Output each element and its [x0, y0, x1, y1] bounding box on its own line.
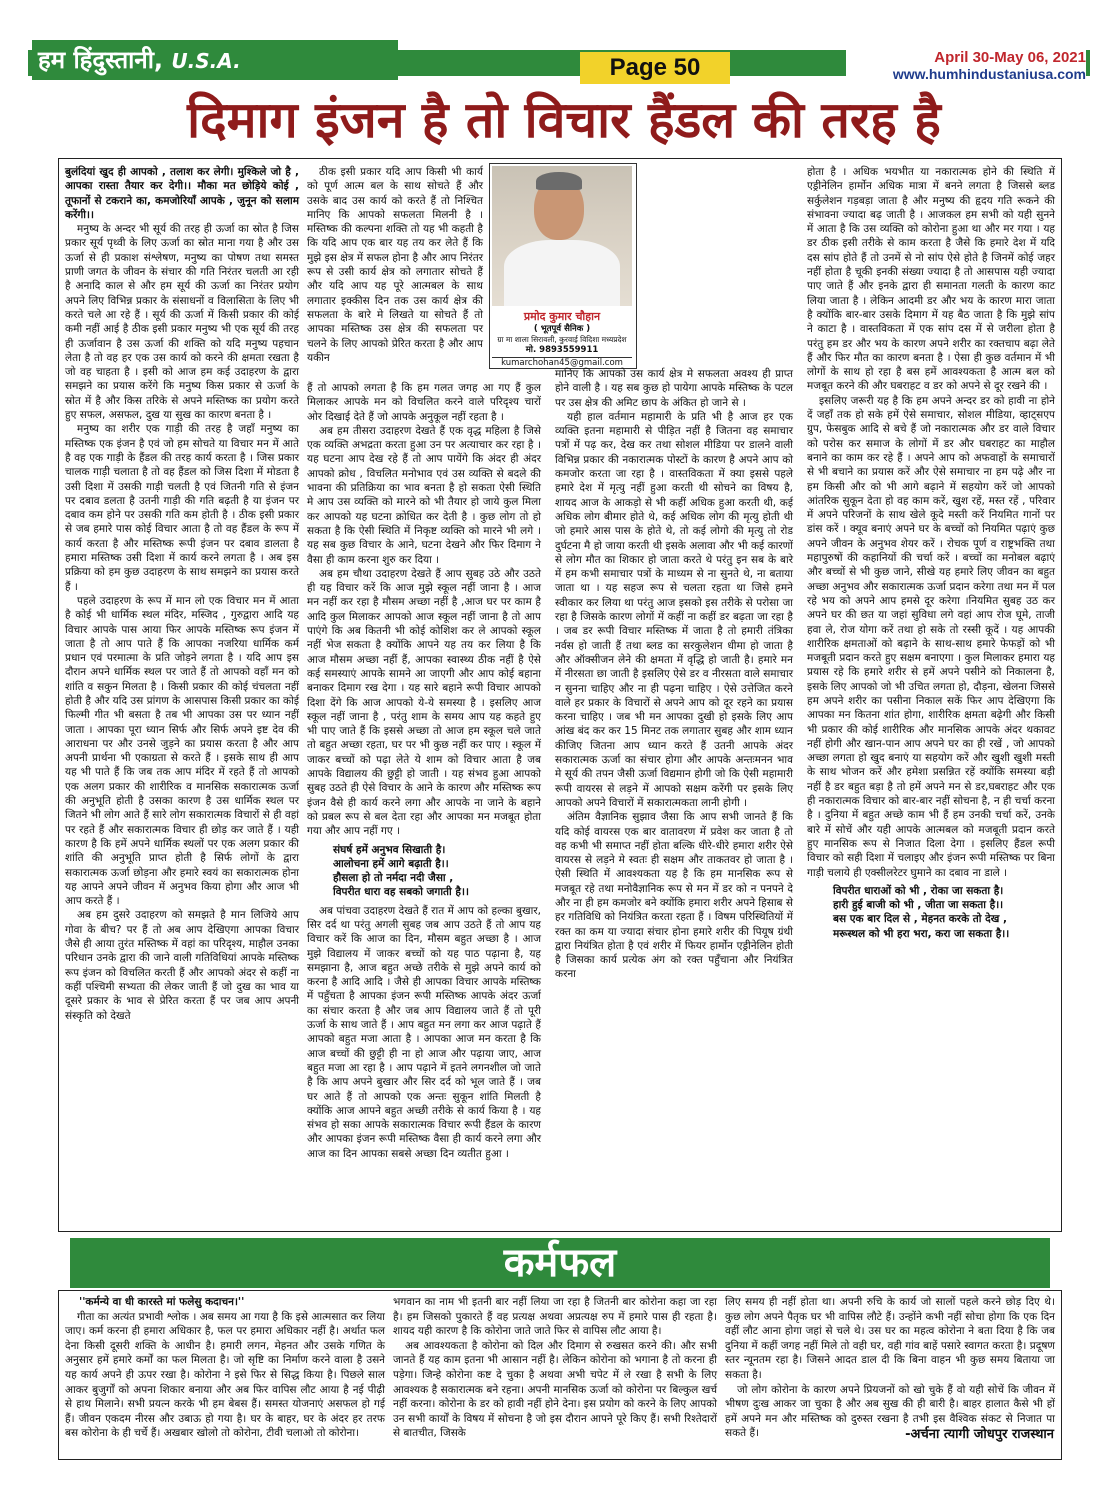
paragraph: भगवान का नाम भी इतनी बार नहीं लिया जा रहा है जितनी बार कोरोना कहा जा रहा है। हम जिसको पुकारते हैं वह प्रत्यक्ष अथवा अप्रत्यक्ष रुप में हमारे पास ही रहता है। शायद यही कारण है कि कोरोना जाते जाते फिर से वापिस लौट आया है।: [393, 1296, 717, 1338]
author-mobile: मो. 9893559911: [525, 345, 599, 355]
author-photo-box: [489, 163, 637, 369]
article-column-1: [65, 165, 299, 1225]
paragraph: होता है । अधिक भयभीत या नकारात्मक होने की स्थिति में एड्रीनेलिन हार्मोन अधिक मात्रा में बनने लगता है जिससे ब्लड सर्कुलेशन गड़बड़ा जाता है और मनुष्य की हृदय गति रूकने की संभावना ज्यादा बढ़ जाती है । आजकल हम सभी को यही सुनने में आता है कि उस व्यक्ति को कोरोना हुआ था और मर गया । यह डर ठीक इसी तरीके से काम करता है जैसे कि हमारे देश में यदि दस सांप होते हैं तो उनमें से नो सांप ऐसे होते है जिनमें कोई जहर नहीं होता है चूकी इनकी संख्या ज्यादा है तो आसपास यही ज्यादा पाए जाते हैं और इनके द्वारा ही समानता गलती के कारण काट लिया जाता है । लेकिन आदमी डर और भय के कारण मारा जाता है क्योंकि बार-बार उसके दिमाग में यह बैठ जाता है कि मुझे सांप ने काटा है । वास्तविकता में एक सांप दस में से जरीला होता है परंतु हम डर और भय के कारण अपने शरीर का रक्तचाप बढ़ा लेते हैं और फिर मौत का कारण बनता है । ऐसा ही कुछ वर्तमान में भी लोगों के साथ हो रहा है बस हमें आवश्यकता है आत्म बल को मजबूत करने की और घबराहट व डर को अपने से दूर रखने की ।: [807, 166, 1055, 393]
paragraph: इसलिए जरूरी यह है कि हम अपने अन्दर डर को हावी ना होने दें जहाँ तक हो सके हमें ऐसे समाचार, सोशल मीडिया, व्हाट्सएप ग्रुप, फेसबुक आदि से बचे हैं जो नकारात्मक और डर वाले विचार को परोस कर समाज के लोगों में डर और घबराहट का माहौल बनाने का काम कर रहे हैं । अपने आप को अफवाहों के समाचारों से भी बचाने का प्रयास करें और ऐसे समाचार ना हम पढ़े और ना हम किसी और को भी आगे बढ़ाने में सहयोग करें जो आपको आंतरिक सुकून देता हो वह काम करें, खुश रहें, मस्त रहें , परिवार में अपने परिजनों के साथ खेले कूदे मस्ती करें नियमित गानों पर डांस करें । क्यूव बनाएं अपने घर के बच्चों को नियमित पढ़ाएं कुछ अपने जीवन के अनुभव शेयर करें । रोचक पूर्ण व राष्ट्रभक्ति तथा महापुरुषों की कहानियों की चर्चा करें । बच्चों का मनोबल बढ़ाएं और बच्चों से भी कुछ जाने, सीखे यह हमारे लिए जीवन का बहुत अच्छा अनुभव और सकारात्मक ऊर्जा प्रदान करेगा तथा मन में पल रहे भय को अपने आप हमसे दूर करेगा ।नियमित सुबह उठ कर अपने घर की छत या जहां सुविधा लगे वहां आप रोज घूमे, ताजी हवा ले, रोज योगा करें तथा हो सके तो रस्सी कूदें । यह आपकी शारीरिक क्षमताओं को बढ़ाने के साथ-साथ हमारे फेफड़ों को भी मजबूती प्रदान करते हुए सक्षम बनाएगा । कुल मिलाकर हमारा यह प्रयास रहे कि हमारे शरीर से हमें अपने पसीने को निकालना है, इसके लिए आपको जो भी उचित लगता हो, दौड़ना, खेलना जिससे हम अपने शरीर का पसीना निकाल सकें फिर आप देखिएगा कि आपका मन कितना शांत होगा, शारीरिक क्षमता बढ़ेगी और किसी भी प्रकार की कोई शारीरिक और मानसिक आपके अंदर थकावट नहीं होगी और खान-पान आप अपने घर का ही रखें , जो आपको अच्छा लगता हो खुद बनाएं या सहयोग करें और खुशी खुशी मस्ती के साथ भोजन करें और हमेशा प्रसन्नित रहें क्योंकि समस्या बड़ी नहीं है डर बहुत बड़ा है तो हमें अपने मन से डर,घबराहट और एक ही नकारात्मक विचार को बार-बार नहीं सोचना है, न ही चर्चा करना है । दुनिया में बहुत अच्छे काम भी हैं हम उनकी चर्चा करें, उनके बारे में सोचें और यही आपके आत्मबल को मजबूती प्रदान करते हुए मानसिक रूप से निजात दिला देगा । इसलिए हैंडल रूपी विचार को सही दिशा में चलाइए और इंजन रूपी मस्तिष्क पर बिना गाड़ी चलाये ही एक्सीलरेटर घुमाने का दबाव ना डाले ।: [807, 394, 1055, 879]
paragraph: बुलंदियां खुद ही आपको , तलाश कर लेगी। मुश्किले जो है , आपका रास्ता तैयार कर देगी।। मौका मत छोड़िये कोई , तूफानों से टकराने का, कमजोरियाँ आपके , जुनून को सलाम करेंगी।।: [65, 166, 299, 221]
paragraph: मानिए कि आपको उस कार्य क्षेत्र मे सफलता अवश्य ही प्राप्त होने वाली है । यह सब कुछ हो पायेगा आपके मस्तिष्क के पटल पर उस क्षेत्र की अमिट छाप के अंकित हो जाने से ।: [555, 368, 793, 409]
paragraph: गीता का अत्यंत प्रभावी श्लोक । अब समय आ गया है कि इसे आत्मसात कर लिया जाए। कर्म करना ही हमारा अधिकार है, फल पर हमारा अधिकार नहीं है। अर्थात फल देना किसी दूसरी शक्ति के आधीन है। हमारी लगन, मेहनत और उसके गणित के अनुसार हमें हमारे कर्मों का फल मिलता है। जो सृष्टि का निर्माण करने वाला है उसने यह कार्य अपने ही ऊपर रखा है। कोरोना ने इसे फिर से सिद्ध किया है। पिछले साल आकर बुजुर्गों को अपना शिकार बनाया और अब फिर वापिस लौट आया है नई पीढ़ी से हाथ मिलाने। सभी प्रयत्न करके भी हम बेबस हैं। समस्त योजनाएं असफल हो गई हैं। जीवन एकदम नीरस और उबाऊ हो गया है। घर के बाहर, घर के अंदर हर तरफ बस कोरोना के ही चर्चे हैं। अखबार खोलो तो कोरोना, टीवी चलाओ तो कोरोना।: [65, 1310, 385, 1440]
paragraph: जो लोग कोरोना के कारण अपने प्रियजनों को खो चुके हैं वो यही सोचें कि जीवन में भीषण दुःख आकर जा चुका है और अब सुख की ही बारी है। बाहर हालात कैसे भी हों हमें अपने मन और मस्तिष्क को दुरुस्त रखना है तभी इस वैश्विक संकट से निजात पा सकते हैं।: [725, 1383, 1055, 1440]
author-address: ग्रा मा शाला सिरावली, कुरवाई विदिशा मध्यप्रदेश: [497, 335, 627, 344]
paragraph: अब हम दुसरे उदाहरण को समझते है मान लिजिये आप गोवा के बीच? पर हैं तो अब आप देखिएगा आपका विचार जैसे ही आया तुरंत मस्तिष्क में वहां का परिदृश्य, माहौल उनका परिधान उनके द्वारा की जाने वाली गतिविधियां आपके मस्तिष्क रूप इंजन को विचलित करती हैं और आपको अंदर से कहीं ना कहीं पश्चिमी सभ्यता की लेकर जाती हैं जो दुख का भाव या दूसरे प्रकार के भाव से प्रेरित करता हैं पर जब आप अपनी संस्कृति को देखते: [65, 909, 299, 1022]
paragraph: अंतिम वैज्ञानिक सुझाव जैसा कि आप सभी जानते हैं कि यदि कोई वायरस एक बार वातावरण में प्रवेश कर जाता है तो वह कभी भी समाप्त नहीं होता बल्कि धीरे-धीरे हमारा शरीर ऐसे वायरस से लड़ने मे स्वतः ही सक्षम और ताकतवर हो जाता है । ऐसी स्थिति में आवश्यकता यह है कि हम मानसिक रूप से मजबूत रहे तथा मनोवैज्ञानिक रूप से मन में डर को न पनपने दे और ना ही हम कमजोर बने क्योंकि हमारा शरीर अपने हिसाब से हर गतिविधि को नियंत्रित करता रहता हैं । विषम परिस्थितियों में रक्त का कम या ज्यादा संचार होना हमारे शरीर की पियूष ग्रंथी द्वारा नियंत्रित होता है एवं शरीर में फियर हार्मोन एड्रीनेलिन होती है जिसका कार्य प्रत्येक अंग को रक्त पहुँचाना और नियंत्रित करना: [555, 811, 793, 981]
poem-stanza: [333, 843, 541, 900]
article-column-3: [555, 367, 793, 1227]
author-title: ( भूतपूर्व सैनिक ): [533, 324, 591, 334]
poem-line: विपरीत धारा वह सबको जगाती है।।: [333, 886, 469, 899]
paragraph: यही हाल वर्तमान महामारी के प्रति भी है आज हर एक व्यक्ति इतना महामारी से पीड़ित नहीं है जितना वह समाचार पत्रों में पढ़ कर, देख कर तथा सोशल मीडिया पर डालने वाली विभिन्न प्रकार की नकारात्मक पोस्टों के कारण है अपने आप को कमजोर करता जा रहा है । वास्तविकता में क्या इससे पहले हमारे देश में मृत्यु नहीं हुआ करती थी सोचने का विषय है, शायद आज के आकड़ो से भी कहीं अधिक हुआ करती थी, कई अधिक लोग बीमार होते थे, कई अधिक लोग की मृत्यु होती थी जो हमारे आस पास के होते थे, तो कई लोगो की मृत्यु तो रोड दुर्घटना मै हो जाया करती थी इसके अलावा और भी कई कारणों से लोग मौत का शिकार हो जाता करते थे परंतु इन सब के बारे में हम कभी समाचार पत्रों के माध्यम से ना सुनते थे, ना बताया जाता था । यह सहज रूप से चलता रहता था जिसे हमने स्वीकार कर लिया था परंतु आज इसको इस तरीके से परोसा जा रहा है जिसके कारण लोगों में कहीं ना कहीं डर बढ़ता जा रहा है । जब डर रूपी विचार मस्तिष्क में जाता है तो हमारी तंत्रिका नर्वस हो जाती हैं तथा ब्लड का सरकुलेशन धीमा हो जाता है और ऑक्सीजन लेने की क्षमता में वृद्धि हो जाती है। हमारे मन में नीरसता छा जाती है इसलिए ऐसे डर व नीरसता वाले समाचार न सुनना चाहिए और ना ही पढ़ना चाहिए । ऐसे उत्तेजित करने वाले हर प्रकार के विचारों से अपने आप को दूर रहने का प्रयास करना चाहिए । जब भी मन आपका दुखी हो इसके लिए आप आंख बंद कर कर 15 मिनट तक लगातार सुबह और शाम ध्यान कीजिए जितना आप ध्यान करते हैं उतनी आपके अंदर सकारात्मक ऊर्जा का संचार होगा और आपके अन्तःमनन भाव मे सूर्य की तपन जैसी ऊर्जा विद्यमान होगी जो कि ऐसी महामारी रूपी वायरस से लड़ने में आपको सक्षम करेंगी पर इसके लिए आपको अपने विचारों में सकारात्मकता लानी होगी ।: [555, 410, 793, 809]
paragraph: पहले उदाहरण के रूप में मान लो एक विचार मन में आता है कोई भी धार्मिक स्थल मंदिर, मस्जिद , गुरुद्वारा आदि यह विचार आपके पास आया फिर आपके मस्तिष्क रूप इंजन में जाता है तो आप पाते हैं कि आपका नजरिया धार्मिक कर्म प्रधान एवं परमात्मा के प्रति जोड़ने लगता है । यदि आप इस दौरान अपने धार्मिक स्थल पर जाते हैं तो आपको वहाँ मन को शांति व सकुन मिलता है । किसी प्रकार की कोई चंचलता नहीं होती है और यदि उस प्रांगण के आसपास किसी प्रकार का कोई फिल्मी गीत भी बसता है तब भी आपका उस पर ध्यान नहीं जाता । आपका पूरा ध्यान सिर्फ और सिर्फ अपने इष्ट देव की आराधना पर और उनसे जुड़ने का प्रयास करता है और आप अपनी प्रार्थना भी एकाग्रता से करते हैं । इसके साथ ही आप यह भी पाते हैं कि जब तक आप मंदिर में रहते हैं तो आपको एक अलग प्रकार की शारीरिक व मानसिक सकारात्मक ऊर्जा की अनुभूति होती है उसका कारण है उस धार्मिक स्थल पर जितने भी लोग आते हैं सारे लोग सकारात्मक विचारों से ही वहां पर रहते हैं और सकारात्मक विचार ही छोड़ कर जाते हैं । यही कारण है कि हमें अपने धार्मिक स्थलों पर एक अलग प्रकार की शांति की अनुभूति प्राप्त होती है सिर्फ लोगों के द्वारा सकारात्मक ऊर्जा छोड़ना और हमारे स्वयं का सकारात्मक होना यह आपने अपने जीवन में अनुभव किया होगा और आज भी आप करते हैं ।: [65, 594, 299, 908]
poem-line: बस एक बार दिल से , मेहनत करके तो देख ,: [833, 913, 1007, 926]
paragraph: अब हम तीसरा उदाहरण देखते हैं एक वृद्ध महिला है जिसे एक व्यक्ति अभद्रता करता हुआ उन पर अत्याचार कर रहा है । यह घटना आप देख रहे हैं तो आप पायेंगे कि अंदर ही अंदर आपको क्रोध , विचलित मनोभाव एवं उस व्यक्ति से बदले की भावना की प्रतिक्रिया का भाव बनता है हो सकता ऐसी स्थिति मे आप उस व्यक्ति को मारने को भी तैयार हो जाये कुल मिला कर आपको यह घटना क्रोधित कर देती है । कुछ लोग तो हो सकता है कि ऐसी स्थिति में निकृष्ट व्यक्ति को मारने भी लगे । यह सब कुछ विचार के आने, घटना देखने और फिर दिमाग ने वैसा ही काम करना शुरु कर दिया ।: [307, 424, 541, 566]
paragraph: अब हम चौथा उदाहरण देखते हैं आप सुबह उठे और उठते ही यह विचार करें कि आज मुझे स्कूल नहीं जाना है । आज मन नहीं कर रहा है मौसम अच्छा नहीं है ,आज घर पर काम है आदि कुल मिलाकर आपको आज स्कूल नहीं जाना है तो आप पाएंगे कि अब कितनी भी कोई कोशिश कर ले आपको स्कूल नहीं भेज सकता है क्योंकि आपने यह तय कर लिया है कि आज मौसम अच्छा नहीं हैं, आपका स्वास्थ्य ठीक नहीं है ऐसे कई समस्याएं आपके सामने आ जाएगी और आप कोई बहाना बनाकर दिमाग रख देगा । यह सारे बहाने रूपी विचार आपको दिशा देंगे कि आज आपको ये-ये समस्या है । इसलिए आज स्कूल नहीं जाना है , परंतु शाम के समय आप यह कहते हुए भी पाए जाते हैं कि इससे अच्छा तो आज हम स्कूल चले जाते तो बहुत अच्छा रहता, घर पर भी कुछ नहीं कर पाए । स्कूल में जाकर बच्चों को पढ़ा लेते ये शाम को विचार आता है जब आपके विद्यालय की छुट्टी हो जाती । यह संभव हुआ आपको सुबह उठते ही ऐसे विचार के आने के कारण और मस्तिष्क रूप इंजन वैसे ही कार्य करने लगा और आपके ना जाने के बहाने को प्रबल रूप से बल देता रहा और आपका मन मजबूत होता गया और आप नहीं गए ।: [307, 567, 541, 838]
paragraph: मनुष्य के अन्दर भी सूर्य की तरह ही ऊर्जा का स्रोत है जिस प्रकार सूर्य पृथ्वी के लिए ऊर्जा का स्रोत माना गया है और उस ऊर्जा से ही प्रकाश संश्लेषण, मनुष्य का पोषण तथा समस्त प्राणी जगत के जीवन के संचार की गति निरंतर चलती आ रही है अनादि काल से और हम सूर्य की ऊर्जा का निरंतर प्रयोग अपने लिए विभिन्न प्रकार के संसाधनों व विलासिता के लिए भी करते चले आ रहे हैं । सूर्य की ऊर्जा में किसी प्रकार की कोई कमी नहीं आई है ठीक इसी प्रकार मनुष्य भी एक सूर्य की तरह ही ऊर्जावान है उस ऊर्जा की शक्ति को यदि मनुष्य पहचान लेता है तो वह हर एक उस कार्य को करने की क्षमता रखता है जो वह चाहता है । इसी को आज हम कई उदाहरण के द्वारा समझने का प्रयास करेंगे कि मनुष्य किस प्रकार से ऊर्जा के स्रोत में है और किस तरिके से अपने मस्तिष्क का प्रयोग करते हुए सफल, असफल, दुख या सुख का कारण बनता है ।: [65, 223, 299, 422]
issue-date-block: [846, 50, 1086, 82]
brand-suffix: U.S.A.: [171, 49, 241, 73]
shirt-shape: [504, 240, 620, 306]
author-caption: [492, 310, 632, 369]
poem-line: आलोचना हमें आगे बढ़ाती है।।: [333, 857, 449, 870]
karmaphal-title: कर्मफल: [503, 1240, 617, 1286]
hair-shape: [536, 172, 582, 190]
article-column-2: [307, 381, 541, 1227]
author-name: प्रमोद कुमार चौहान: [523, 310, 601, 323]
poem-line: हारी हुई बाजी को भी , जीता जा सकता है।।: [833, 899, 1004, 912]
author-email[interactable]: kumarchohan45@gmail.com: [492, 357, 632, 369]
website-url[interactable]: www.humhindustaniusa.com: [892, 66, 1086, 82]
author-photo: [492, 166, 632, 306]
poem-line: मरूस्थल को भी हरा भरा, करा जा सकता है।।: [833, 927, 1010, 940]
brand-logo: [32, 40, 398, 80]
article-column-4: [807, 165, 1055, 1225]
paragraph: हैं तो आपको लगता है कि हम गलत जगह आ गए हैं कुल मिलाकर आपके मन को विचलित करने वाले परिदृश्य चारों ओर दिखाई देते हैं जो आपके अनुकूल नहीं रहता है ।: [307, 382, 541, 423]
poem-line: विपरीत धाराओं को भी , रोका जा सकता है।: [833, 884, 1004, 897]
poem-line: संघर्ष हमें अनुभव सिखाती है।: [333, 843, 446, 856]
karmaphal-banner: [70, 1238, 1050, 1288]
article-column-2-top: [307, 165, 483, 377]
masthead: [28, 30, 1090, 82]
issue-date: April 30-May 06, 2021: [934, 49, 1086, 66]
karmaphal-column-1: [65, 1295, 385, 1457]
poem-line: हौसला हो तो नर्मदा नदी जैसा ,: [333, 872, 454, 885]
paragraph: मनुष्य का शरीर एक गाड़ी की तरह है जहाँ मनुष्य का मस्तिष्क एक इंजन है एवं जो हम सोचते या विचार मन में आते है वह एक गाड़ी के हैंडल की तरह कार्य करता है । जिस प्रकार चालक गाड़ी चलाता है तो वह हैंडल को जिस दिशा में मोडता है उसी दिशा में उसकी गाड़ी चलती है एवं जितनी गति से इंजन पर दबाव डलता है उतनी गाड़ी की गति बढ़ती है या इंजन पर दबाव कम होने पर उसकी गति कम होती है । ठीक इसी प्रकार से जब हमारे पास कोई विचार आता है तो वह हैंडल के रूप में कार्य करता है और मस्तिष्क रूपी इंजन पर दबाव डालता है हमारा मस्तिष्क उसी दिशा में कार्य करने लगता है । अब इस प्रक्रिया को हम कुछ उदाहरण के साथ समझने का प्रयास करते हैं ।: [65, 423, 299, 593]
paragraph: अब आवश्यकता है कोरोना को दिल और दिमाग से रुखसत करने की। और सभी जानते हैं यह काम इतना भी आसान नहीं है। लेकिन कोरोना को भगाना है तो करना ही पड़ेगा। जिन्हे कोरोना कष्ट दे चुका है अथवा अभी चपेट में ले रखा है सभी के लिए आवश्यक है सकारात्मक बने रहना। अपनी मानसिक ऊर्जा को कोरोना पर बिल्कुल खर्च नहीं करना। कोरोना के डर को हावी नहीं होने देना। इस प्रयोग को करने के लिए आपको उन सभी कार्यों के विषय में सोचना है जो इस दौरान आपने पूरे किए हैं। सभी रिश्तेदारों से बातचीत, जिसके: [393, 1339, 717, 1440]
brand-name: हम हिंदुस्तानी,: [38, 46, 164, 74]
headline: दिमाग इंजन है तो विचार हैंडल की तरह है: [187, 91, 941, 149]
paragraph: अब पांचवा उदाहरण देखते हैं रात में आप को हल्का बुखार, सिर दर्द था परंतु अगली सुबह जब आप उठते हैं तो आप यह विचार करें कि आज का दिन, मौसम बहुत अच्छा है । आज मुझे विद्यालय में जाकर बच्चों को यह पाठ पढ़ाना है, यह समझाना है, आज बहुत अच्छे तरीके से मुझे अपने कार्य को करना है आदि आदि । जैसे ही आपका विचार आपके मस्तिष्क में पहुँचता है आपका इंजन रूपी मस्तिष्क आपके अंदर ऊर्जा का संचार करता है और जब आप विद्यालय जाते हैं तो पूरी ऊर्जा के साथ जाते हैं । आप बहुत मन लगा कर आज पढ़ाते हैं आपको बहुत मजा आता है । आपका आज मन करता है कि आज बच्चों की छुट्टी ही ना हो आज और पढ़ाया जाए, आज बहुत मजा आ रहा है । आप पढ़ाने में इतने लगनशील जो जाते है कि आप अपने बुखार और सिर दर्द को भूल जाते हैं । जब घर आते हैं तो आपको एक अन्तः सुकून शांति मिलती है क्योंकि आज आपने बहुत अच्छी तरीके से कार्य किया है । यह संभव हो सका आपके सकारात्मक विचार रूपी हैंडल के कारण और आपका इंजन रूपी मस्तिष्क वैसा ही कार्य करने लगा और आज का दिन आपका सबसे अच्छा दिन व्यतीत हुआ ।: [307, 904, 541, 1160]
paragraph: लिए समय ही नहीं होता था। अपनी रुचि के कार्य जो सालों पहले करने छोड़ दिए थे। कुछ लोग अपने पैतृक घर भी वापिस लौटे हैं। उन्होंने कभी नहीं सोचा होगा कि एक दिन वहीं लौट आना होगा जहां से चले थे। उस घर का महत्व कोरोना ने बता दिया है कि जब दुनिया में कहीं जगह नहीं मिले तो वही घर, वही गांव बाहें पसारे स्वागत करता है। प्रदूषण स्तर न्यूनतम रहा है। जिसने आदत डाल दी कि बिना वाहन भी कुछ समय बिताया जा सकता है।: [725, 1296, 1055, 1381]
paragraph: ठीक इसी प्रकार यदि आप किसी भी कार्य को पूर्ण आत्म बल के साथ सोचते हैं और उसके बाद उस कार्य को करते हैं तो निश्चित मानिए कि आपको सफलता मिलनी है ।मस्तिष्क की कल्पना शक्ति तो यह भी कहती है कि यदि आप एक बार यह तय कर लेते हैं कि मुझे इस क्षेत्र में सफल होना है और आप निरंतर रूप से उसी कार्य क्षेत्र को लगातार सोचते हैं और यदि आप यह पूरे आत्मबल के साथ लगातार इक्कीस दिन तक उस कार्य क्षेत्र की सफलता के बारे मे लिखते या सोचते हैं तो आपका मस्तिष्क उस क्षेत्र की सफलता पर चलने के लिए आपको प्रेरित करता है और आप यकीन: [307, 166, 483, 364]
karmaphal-signature: -अर्चना त्यागी जोधपुर राजस्थान: [905, 1427, 1054, 1442]
shloka-quote: ''कर्मन्ये वा धी कारस्ते मां फलेसु कदाचन।'': [79, 1296, 245, 1308]
article-column-3-top: [639, 165, 799, 377]
article: [58, 158, 1062, 1232]
poem-stanza: [833, 884, 1055, 941]
karmaphal-column-2: [393, 1295, 717, 1457]
page-number: Page 50: [580, 52, 730, 84]
